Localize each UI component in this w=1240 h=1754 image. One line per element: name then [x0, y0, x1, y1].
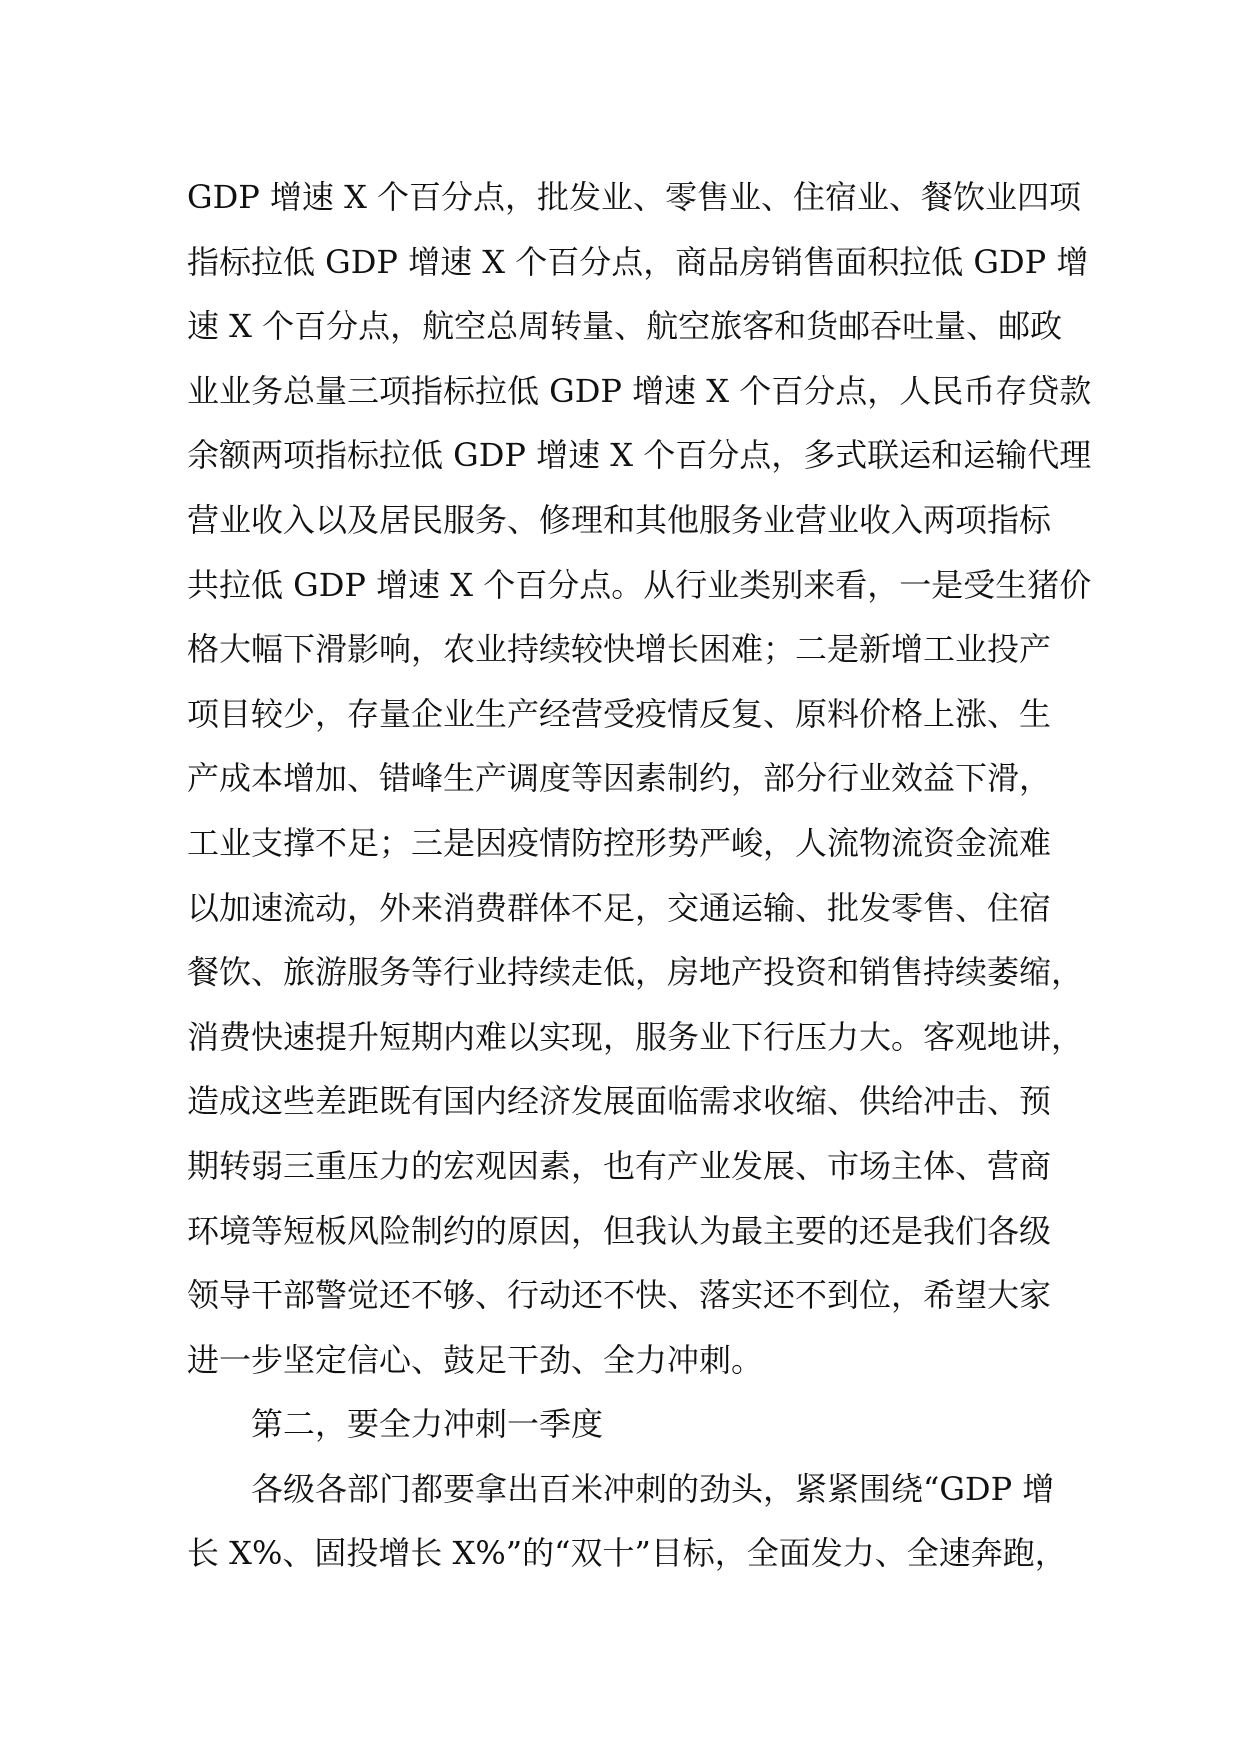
paragraph-line: 各级各部门都要拿出百米冲刺的劲头，紧紧围绕“GDP 增 — [251, 1469, 1055, 1508]
body-text — [187, 165, 1092, 1586]
paragraph-line: GDP 增速 X 个百分点，批发业、零售业、住宿业、餐饮业四项 — [187, 178, 1082, 216]
paragraph-line: 共拉低 GDP 增速 X 个百分点。从行业类别来看，一是受生猪价 — [187, 565, 1092, 604]
paragraph-line: 业业务总量三项指标拉低 GDP 增速 X 个百分点，人民币存贷款 — [187, 371, 1092, 410]
paragraph-line: 期转弱三重压力的宏观因素，也有产业发展、市场主体、营商 — [187, 1146, 1052, 1185]
paragraph-line: 格大幅下滑影响，农业持续较快增长困难；二是新增工业投产 — [187, 630, 1052, 669]
paragraph-line: 以加速流动，外来消费群体不足，交通运输、批发零售、住宿 — [187, 888, 1052, 927]
paragraph-line: 项目较少，存量企业生产经营受疫情反复、原料价格上涨、生 — [187, 694, 1052, 733]
paragraph-line: 余额两项指标拉低 GDP 增速 X 个百分点，多式联运和运输代理 — [187, 436, 1092, 475]
paragraph-line: 餐饮、旅游服务等行业持续走低，房地产投资和销售持续萎缩， — [187, 953, 1084, 992]
paragraph-line: 消费快速提升短期内难以实现，服务业下行压力大。客观地讲， — [187, 1017, 1084, 1056]
paragraph-line: 造成这些差距既有国内经济发展面临需求收缩、供给冲击、预 — [187, 1082, 1052, 1121]
paragraph-line: 进一步坚定信心、鼓足干劲、全力冲刺。 — [187, 1340, 764, 1379]
paragraph-line: 工业支撑不足；三是因疫情防控形势严峻，人流物流资金流难 — [187, 823, 1052, 862]
paragraph-line: 长 X%、固投增长 X%”的“双十”目标，全面发力、全速奔跑， — [187, 1534, 1067, 1573]
section-heading: 第二，要全力冲刺一季度 — [251, 1405, 604, 1444]
paragraph-line: 产成本增加、错峰生产调度等因素制约，部分行业效益下滑， — [187, 759, 1052, 798]
paragraph-line: 速 X 个百分点，航空总周转量、航空旅客和货邮吞吐量、邮政 — [187, 307, 1063, 346]
paragraph-line: 营业收入以及居民服务、修理和其他服务业营业收入两项指标 — [187, 500, 1052, 539]
paragraph-line: 领导干部警觉还不够、行动还不快、落实还不到位，希望大家 — [187, 1276, 1052, 1315]
paragraph-line: 环境等短板风险制约的原因，但我认为最主要的还是我们各级 — [187, 1211, 1052, 1250]
paragraph-line: 指标拉低 GDP 增速 X 个百分点，商品房销售面积拉低 GDP 增 — [187, 242, 1089, 281]
